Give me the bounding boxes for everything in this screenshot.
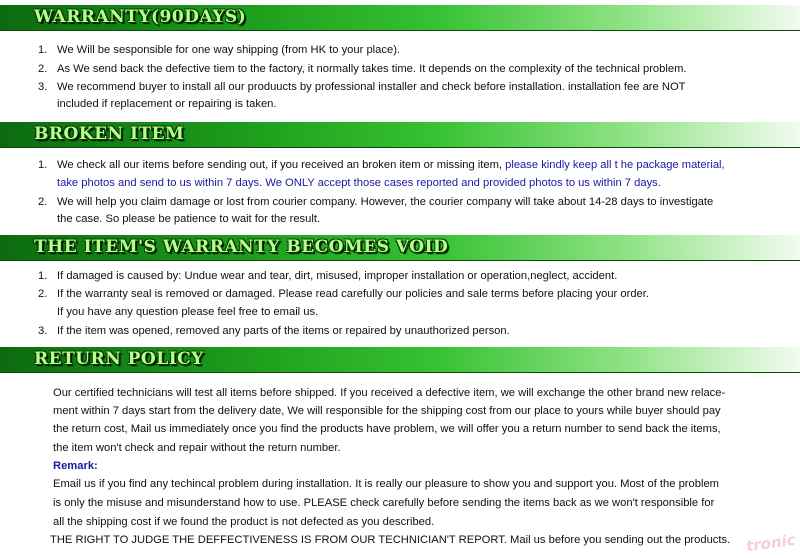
- broken-item-1-text: [57, 158, 725, 172]
- warranty-banner: [0, 5, 800, 31]
- warranty-item-3-text-cont: included if replacement or repairing is taken.: [57, 98, 277, 110]
- void-item-2-num: 2.: [38, 288, 48, 300]
- broken-banner: [0, 122, 800, 148]
- broken-item-1-num: 1.: [38, 159, 48, 171]
- void-item-1-num: 1.: [38, 270, 48, 282]
- warranty-item-1-num: 1.: [38, 44, 48, 56]
- watermark-logo: tronic: [745, 530, 798, 556]
- void-item-2-text: If the warranty seal is removed or damaged. Please read carefully our policies and sale terms before placing your order.: [57, 288, 649, 300]
- warranty-title: WARRANTY(90DAYS): [34, 7, 247, 27]
- warranty-item-2-num: 2.: [38, 63, 48, 75]
- return-para1-line4: the item won't check and repair without the return number.: [53, 442, 341, 454]
- broken-item-2-num: 2.: [38, 196, 48, 208]
- return-para1-line3: the return cost, Mail us immediately once you find the products have problem, we will offer you a return number to send back the items,: [53, 423, 721, 435]
- void-item-3-num: 3.: [38, 325, 48, 337]
- warranty-item-3-text: We recommend buyer to install all our produucts by professional installer and check before installation. installation fee are NOT: [57, 81, 686, 93]
- void-item-3-text: If the item was opened, removed any parts of the items or repaired by unauthorized person.: [57, 325, 510, 337]
- warranty-item-3-num: 3.: [38, 81, 48, 93]
- return-title: RETURN POLICY: [34, 349, 204, 369]
- broken-item-1-text-blue: please kindly keep all t he package material,: [505, 159, 725, 171]
- return-para1-line2: ment within 7 days start from the delivery date, We will responsible for the shipping cost from our place to yours while buyer should pay: [53, 405, 721, 417]
- return-para2-line1: Email us if you find any techincal problem during installation. It is really our pleasure to show you and support you. Most of the problem: [53, 478, 720, 490]
- broken-item-1-text-black: We check all our items before sending out, if you received an broken item or missing item,: [57, 159, 506, 171]
- void-title: THE ITEM'S WARRANTY BECOMES VOID: [34, 237, 449, 257]
- void-item-2-text-cont: If you have any question please feel free to email us.: [57, 306, 319, 318]
- void-item-1-text: If damaged is caused by: Undue wear and tear, dirt, misused, improper installation or operation,neglect, accident.: [57, 270, 618, 282]
- remark-label: Remark:: [53, 460, 98, 472]
- void-banner: [0, 235, 800, 261]
- broken-item-1-text-cont: take photos and send to us within 7 days. We ONLY accept those cases reported and provided photos to us within 7 days.: [57, 177, 661, 189]
- warranty-item-1-text: We Will be sesponsible for one way shipping (from HK to your place).: [57, 44, 401, 56]
- return-para1-line1: Our certified technicians will test all items before shipped. If you received a defective item, we will exchange the other brand new relace-: [53, 387, 726, 399]
- warranty-item-2-text: As We send back the defective tiem to the factory, it normally takes time. It depends on the complexity of the technical problem.: [57, 63, 687, 75]
- broken-item-2-text-cont: the case. So please be patience to wait for the result.: [57, 213, 321, 225]
- broken-title: BROKEN ITEM: [34, 124, 185, 144]
- return-final-line: THE RIGHT TO JUDGE THE DEFFECTIVENESS IS FROM OUR TECHNICIAN'T REPORT. Mail us before you sending out the products.: [50, 534, 731, 546]
- broken-item-2-text: We will help you claim damage or lost from courier company. However, the courier company will take about 14-28 days to investigate: [57, 196, 714, 208]
- return-para2-line2: is only the misuse and misunderstand how to use. PLEASE check carefully before sending the items back as we won't responsible for: [53, 497, 715, 509]
- return-banner: [0, 347, 800, 373]
- return-para2-line3: all the shipping cost if we found the product is not defected as you described.: [53, 516, 435, 528]
